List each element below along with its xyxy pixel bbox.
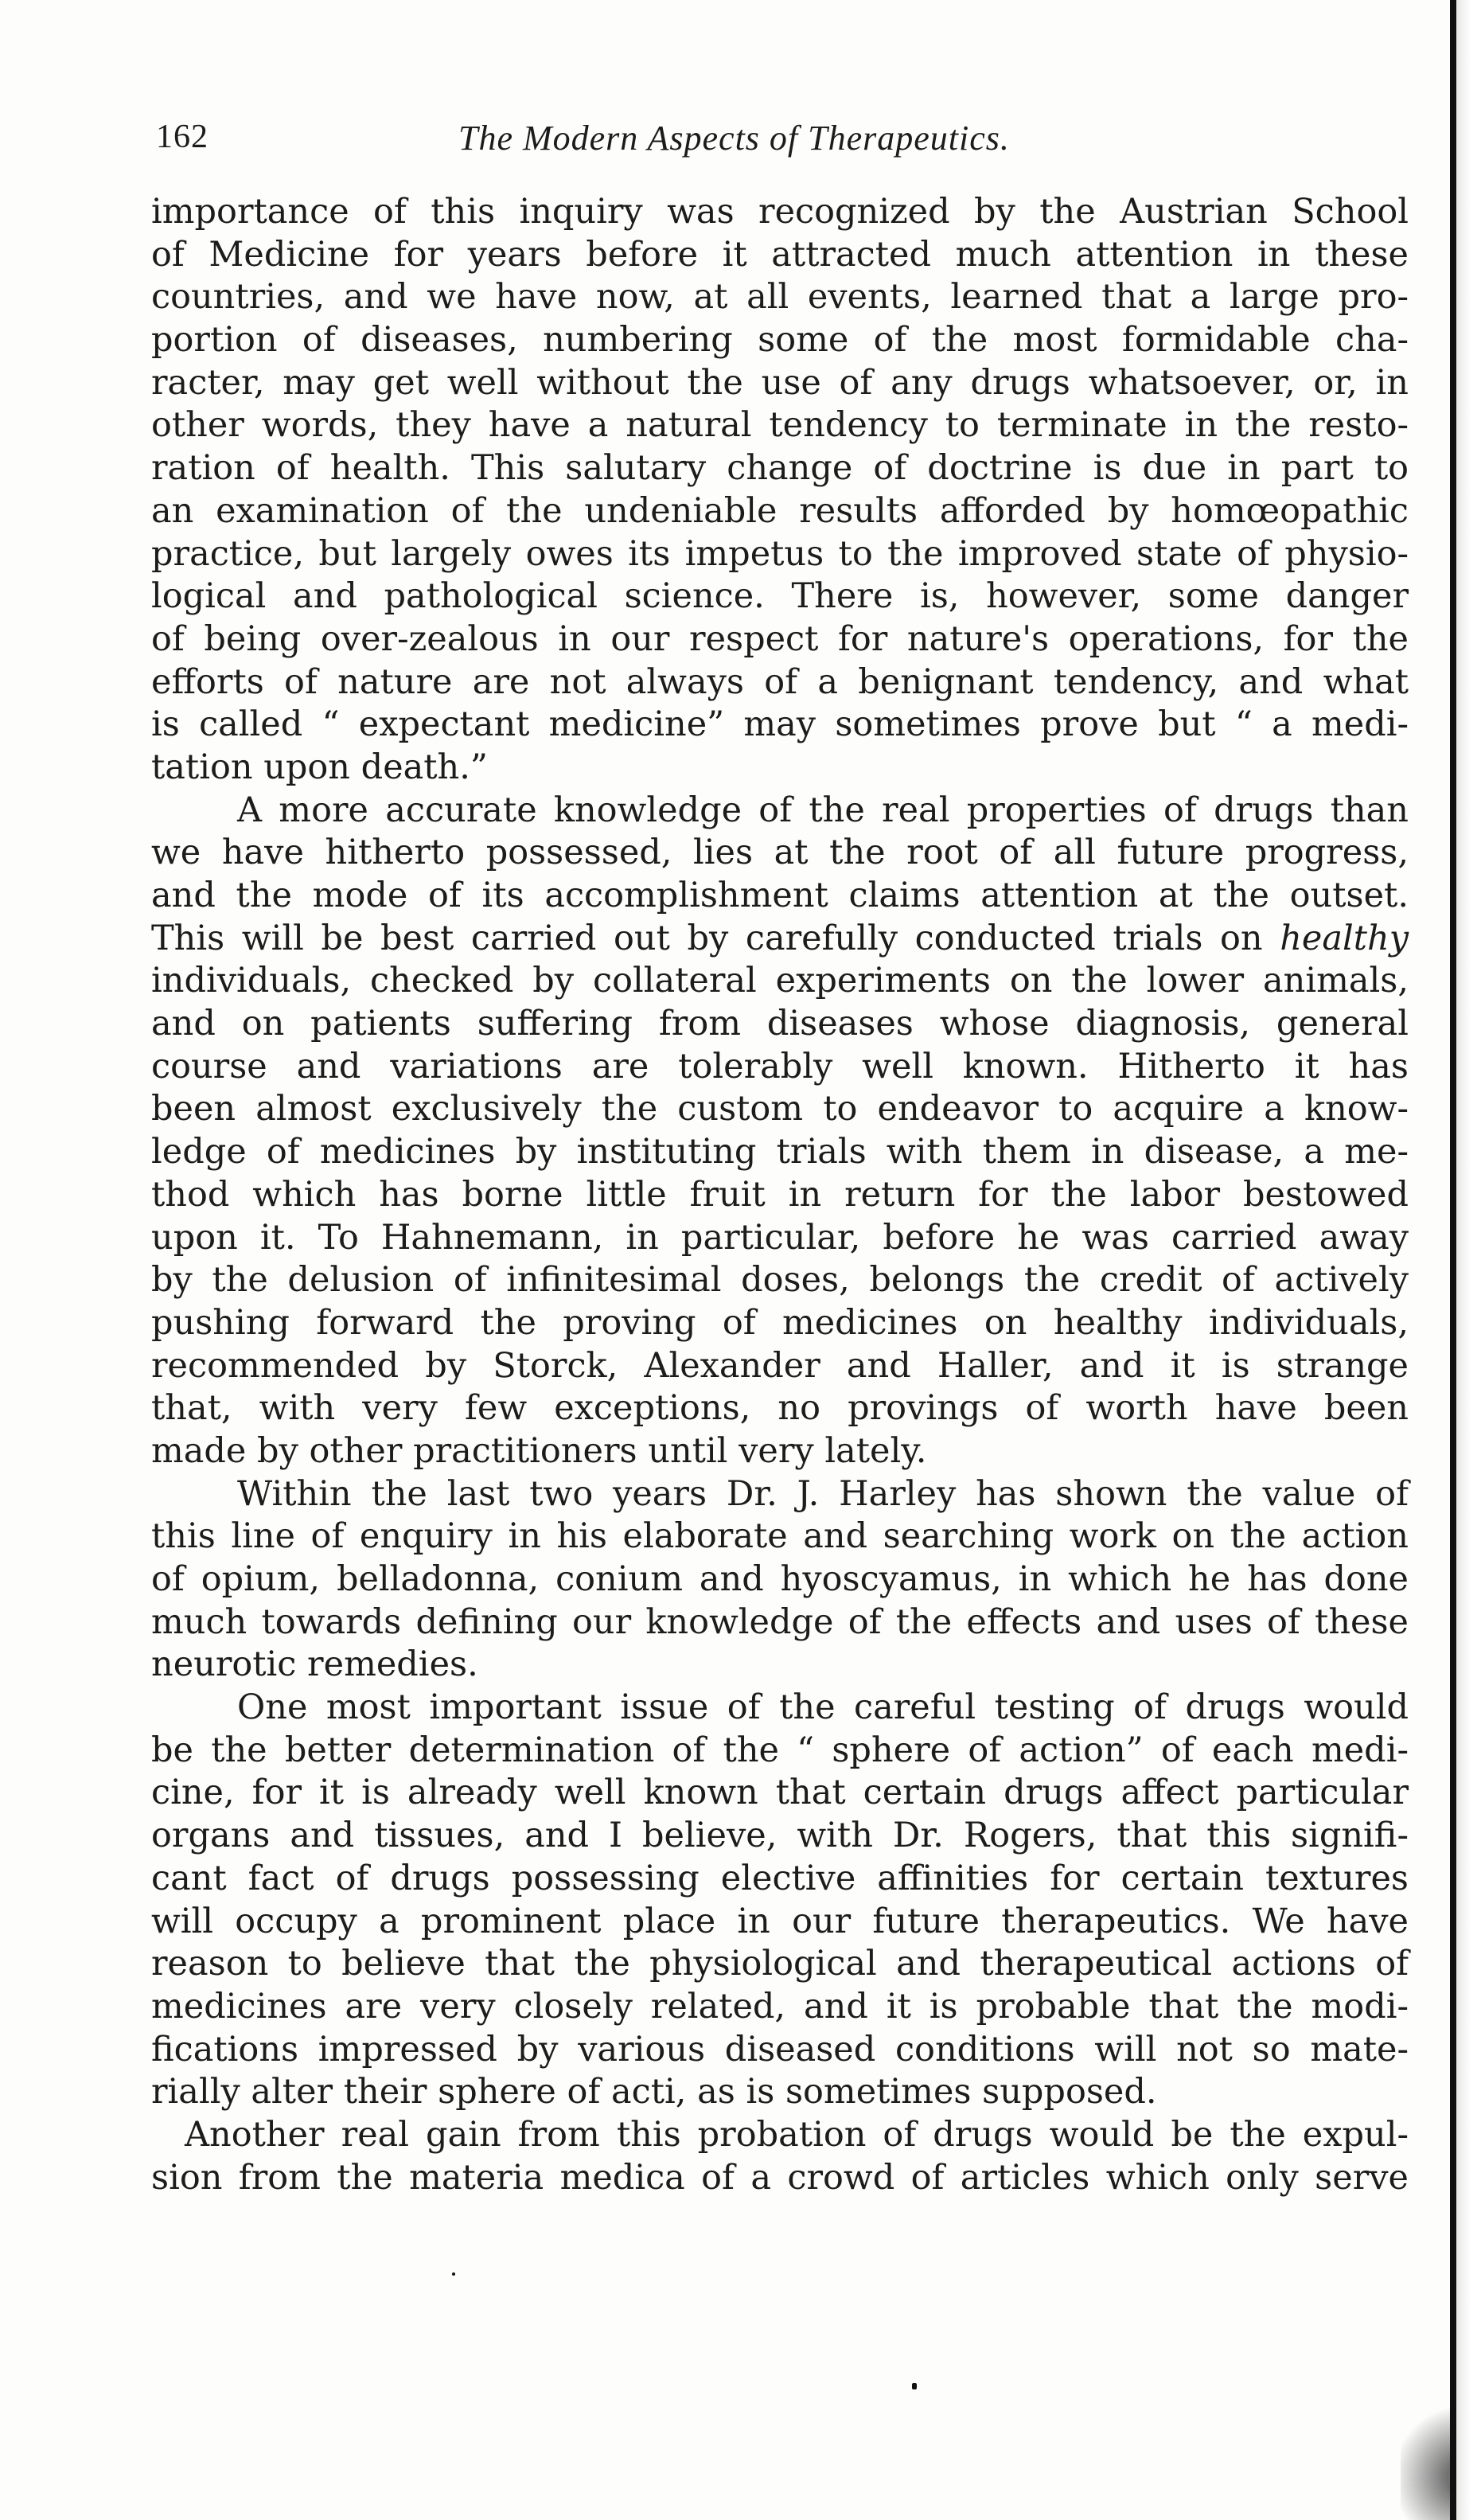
italic-word: healthy bbox=[1280, 918, 1409, 958]
text-line: cant fact of drugs possessing elective affinities for certain textures bbox=[151, 1858, 1409, 1898]
text-line: pushing forward the proving of medicines on healthy individuals, bbox=[151, 1302, 1409, 1343]
text-line: racter, may get well without the use of any drugs whatsoever, or, in bbox=[151, 362, 1409, 403]
page-number: 162 bbox=[156, 119, 209, 155]
text-line: by the delusion of infinitesimal doses, belongs the credit of actively bbox=[151, 1260, 1409, 1301]
text-line: reason to believe that the physiological and therapeutical actions of bbox=[151, 1944, 1409, 1984]
text-line: of being over-zealous in our respect for nature's operations, for the bbox=[151, 618, 1409, 659]
text-line: A more accurate knowledge of the real properties of drugs than bbox=[237, 790, 1409, 830]
text-line: recommended by Storck, Alexander and Haller, and it is strange bbox=[151, 1345, 1409, 1386]
text-line: countries, and we have now, at all events, learned that a large pro- bbox=[151, 277, 1409, 318]
text-line: fications impressed by various diseased conditions will not so mate- bbox=[151, 2029, 1409, 2069]
body-text bbox=[151, 191, 1409, 2199]
text-line: rially alter their sphere of acti, as is sometimes supposed. bbox=[151, 2072, 1157, 2112]
text-line: other words, they have a natural tendency to terminate in the resto- bbox=[151, 405, 1409, 446]
paragraph-4 bbox=[151, 1687, 1409, 2114]
text-line: and the mode of its accomplishment claims attention at the outset. bbox=[151, 876, 1409, 915]
text-line: cine, for it is already well known that certain drugs affect particular bbox=[151, 1773, 1409, 1813]
text-line-with-italic bbox=[151, 918, 1409, 961]
text-line: of opium, belladonna, conium and hyoscyamus, in which he has done bbox=[151, 1559, 1409, 1599]
text-line: of Medicine for years before it attracted much attention in these bbox=[151, 234, 1409, 275]
text-line: Within the last two years Dr. J. Harley has shown the value of bbox=[237, 1473, 1409, 1514]
text-line: portion of diseases, numbering some of the most formidable cha- bbox=[151, 320, 1409, 361]
text-line: One most important issue of the careful testing of drugs would bbox=[237, 1687, 1409, 1728]
paragraph-2 bbox=[151, 790, 1409, 1473]
text-line: neurotic remedies. bbox=[151, 1644, 478, 1685]
text-line: that, with very few exceptions, no provings of worth have been bbox=[151, 1388, 1409, 1429]
page-header bbox=[156, 110, 1135, 166]
paragraph-3 bbox=[151, 1473, 1409, 1687]
page-edge bbox=[1456, 0, 1481, 2520]
text-line: we have hitherto possessed, lies at the root of all future progress, bbox=[151, 833, 1409, 873]
text-line: practice, but largely owes its impetus to the improved state of physio- bbox=[151, 533, 1409, 574]
text-line: organs and tissues, and I believe, with Dr. Rogers, that this signifi- bbox=[151, 1816, 1409, 1856]
text-line: thod which has borne little fruit in return for the labor bestowed bbox=[151, 1174, 1409, 1215]
text-span: This will be best carried out by carefully conducted trials on bbox=[151, 918, 1263, 958]
text-line: sion from the materia medica of a crowd of articles which only serve bbox=[151, 2157, 1409, 2198]
text-line: upon it. To Hahnemann, in particular, before he was carried away bbox=[151, 1217, 1409, 1258]
running-title: The Modern Aspects of Therapeutics. bbox=[458, 119, 1010, 158]
text-line: medicines are very closely related, and it is probable that the modi- bbox=[151, 1986, 1409, 2027]
text-line: tation upon death.” bbox=[151, 747, 488, 787]
text-line: made by other practitioners until very lately. bbox=[151, 1430, 927, 1471]
text-line: individuals, checked by collateral experiments on the lower animals, bbox=[151, 961, 1409, 1001]
text-line: an examination of the undeniable results afforded by homœopathic bbox=[151, 490, 1409, 531]
text-line: importance of this inquiry was recognized by the Austrian School bbox=[151, 192, 1409, 232]
text-line: been almost exclusively the custom to endeavor to acquire a know- bbox=[151, 1089, 1409, 1129]
text-line: much towards defining our knowledge of the effects and uses of these bbox=[151, 1601, 1409, 1642]
text-line: efforts of nature are not always of a benignant tendency, and what bbox=[151, 661, 1409, 702]
text-line: ration of health. This salutary change of doctrine is due in part to bbox=[151, 448, 1409, 489]
page-gutter-line bbox=[1450, 0, 1456, 2520]
text-line: be the better determination of the “ sphere of action” of each medi- bbox=[151, 1730, 1409, 1770]
text-line: is called “ expectant medicine” may sometimes prove but “ a medi- bbox=[151, 704, 1409, 745]
text-line: and on patients suffering from diseases whose diagnosis, general bbox=[151, 1004, 1409, 1044]
paragraph-1 bbox=[151, 191, 1409, 790]
text-line: ledge of medicines by instituting trials with them in disease, a me- bbox=[151, 1132, 1409, 1172]
ink-speck bbox=[912, 2383, 917, 2389]
text-line: will occupy a prominent place in our future therapeutics. We have bbox=[151, 1901, 1409, 1941]
text-line: logical and pathological science. There is, however, some danger bbox=[151, 576, 1409, 617]
ink-speck bbox=[452, 2272, 455, 2276]
paragraph-5 bbox=[151, 2114, 1409, 2199]
text-line: this line of enquiry in his elaborate and searching work on the action bbox=[151, 1516, 1409, 1557]
text-line: course and variations are tolerably well known. Hitherto it has bbox=[151, 1046, 1409, 1086]
text-line: Another real gain from this probation of drugs would be the expul- bbox=[185, 2114, 1409, 2155]
